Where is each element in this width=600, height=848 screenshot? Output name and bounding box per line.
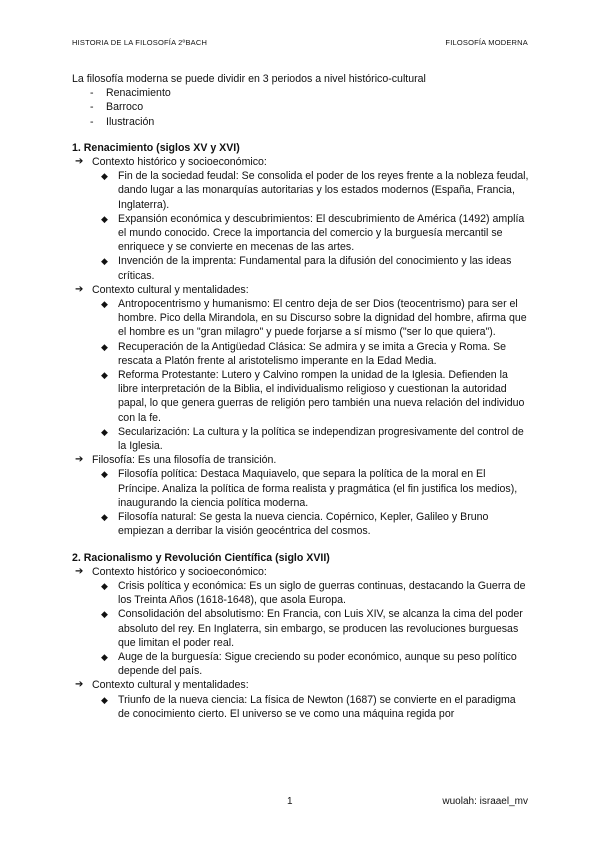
bullet-item — [72, 607, 530, 650]
diamond-bullet-icon: ◆ — [101, 512, 108, 523]
group-label: Contexto histórico y socioeconómico: — [92, 156, 267, 169]
section-title: 1. Renacimiento (siglos XV y XVI) — [72, 141, 240, 154]
group-label: Contexto histórico y socioeconómico: — [92, 565, 267, 578]
bullet-item — [72, 212, 530, 255]
document-body — [72, 72, 530, 721]
group-label: Contexto cultural y mentalidades: — [92, 283, 249, 296]
diamond-bullet-icon: ◆ — [101, 469, 108, 480]
group-heading — [72, 283, 530, 297]
arrow-right-icon: ➔ — [75, 454, 84, 466]
group-heading — [72, 453, 530, 467]
bullet-item — [72, 650, 530, 678]
bullet-item — [72, 169, 530, 212]
diamond-bullet-icon: ◆ — [101, 694, 108, 705]
diamond-bullet-icon: ◆ — [101, 256, 108, 267]
intro-text: La filosofía moderna se puede dividir en 3 periodos a nivel histórico-cultural — [72, 73, 426, 85]
bullet-text: Antropocentrismo y humanismo: El centro deja de ser Dios (teocentrismo) para ser el hombre. Pico della Mirandola, en su Discurso sobre la dignidad del hombre, afirma que el hombre es un "gran milagro" y puede forjarse a sí mismo ("ser lo que quiera"). — [118, 298, 527, 339]
arrow-right-icon: ➔ — [75, 679, 84, 691]
bullet-text: Fin de la sociedad feudal: Se consolida el poder de los reyes frente a la nobleza feudal, dando lugar a las monarquías autoritarias y los estados modernos (España, Francia, Inglaterra). — [118, 170, 529, 211]
bullet-item — [72, 340, 530, 368]
bullet-text: Expansión económica y descubrimientos: El descubrimiento de América (1492) amplía el mundo conocido. Crece la importancia del comercio y la burguesía mercantil se enriquece y se convierte en mecenas de las artes. — [118, 212, 525, 254]
header-left: HISTORIA DE LA FILOSOFÍA 2ºBACH — [72, 38, 208, 47]
diamond-bullet-icon: ◆ — [101, 299, 108, 310]
group-label: Contexto cultural y mentalidades: — [92, 679, 249, 692]
diamond-bullet-icon: ◆ — [101, 171, 108, 182]
header-right: FILOSOFÍA MODERNA — [445, 38, 528, 47]
page-number: 1 — [287, 796, 293, 807]
arrow-right-icon: ➔ — [75, 283, 84, 295]
bullet-item — [72, 297, 530, 340]
bullet-item — [72, 425, 530, 453]
bullet-item — [72, 579, 530, 607]
period-item: - Barroco — [72, 100, 530, 114]
bullet-text: Crisis política y económica: Es un siglo de guerras continuas, destacando la Guerra de los Treinta Años (1618-1648), que asola Europa. — [118, 579, 526, 607]
bullet-text: Filosofía política: Destaca Maquiavelo, que separa la política de la moral en El Príncipe. Analiza la política de forma realista y pragmática (el fin justifica los medios), inaugurando la ciencia política moderna. — [118, 468, 518, 509]
period-list — [72, 86, 530, 129]
bullet-text: Invención de la imprenta: Fundamental para la difusión del conocimiento y las ideas críticas. — [118, 255, 512, 282]
bullet-item — [72, 368, 530, 425]
group-heading — [72, 155, 530, 169]
group-heading — [72, 678, 530, 692]
bullet-text: Filosofía natural: Se gesta la nueva ciencia. Copérnico, Kepler, Galileo y Bruno empiezan a derribar la visión geocéntrica del cosmos. — [118, 511, 489, 538]
diamond-bullet-icon: ◆ — [101, 651, 108, 662]
bullet-item — [72, 467, 530, 510]
diamond-bullet-icon: ◆ — [101, 213, 108, 224]
section-title: 2. Racionalismo y Revolución Científica (siglo XVII) — [72, 551, 330, 564]
diamond-bullet-icon: ◆ — [101, 370, 108, 381]
bullet-item — [72, 693, 530, 721]
diamond-bullet-icon: ◆ — [101, 426, 108, 437]
bullet-text: Consolidación del absolutismo: En Francia, con Luis XIV, se alcanza la cima del poder absoluto del rey. En Inglaterra, sin embargo, se producen las revoluciones burguesas que limitan el poder real. — [118, 608, 523, 649]
arrow-right-icon: ➔ — [75, 565, 84, 577]
bullet-text: Auge de la burguesía: Sigue creciendo su poder económico, aunque su peso político depende del país. — [118, 650, 517, 678]
footer-credit: wuolah: israael_mv — [442, 796, 528, 807]
diamond-bullet-icon: ◆ — [101, 580, 108, 591]
arrow-right-icon: ➔ — [75, 156, 84, 168]
bullet-item — [72, 254, 530, 282]
diamond-bullet-icon: ◆ — [101, 341, 108, 352]
period-item: - Renacimiento — [72, 86, 530, 100]
bullet-item — [72, 510, 530, 538]
diamond-bullet-icon: ◆ — [101, 609, 108, 620]
group-heading — [72, 565, 530, 579]
bullet-text: Secularización: La cultura y la política se independizan progresivamente del control de la Iglesia. — [118, 425, 524, 453]
bullet-text: Recuperación de la Antigüedad Clásica: Se admira y se imita a Grecia y Roma. Se rescata a Platón frente al aristotelismo imperante en la Edad Media. — [118, 340, 507, 367]
period-item: - Ilustración — [72, 115, 530, 129]
group-label: Filosofía: Es una filosofía de transición. — [92, 454, 277, 467]
bullet-text: Triunfo de la nueva ciencia: La física de Newton (1687) se convierte en el paradigma de conocimiento cierto. El universo se ve como una máquina regida por — [118, 693, 516, 720]
bullet-text: Reforma Protestante: Lutero y Calvino rompen la unidad de la Iglesia. Defienden la libre interpretación de la Biblia, el individualismo religioso y cuestionan la autoridad papal, lo que genera guerras de religión pero también una nueva relación del individuo con la fe. — [118, 369, 525, 424]
